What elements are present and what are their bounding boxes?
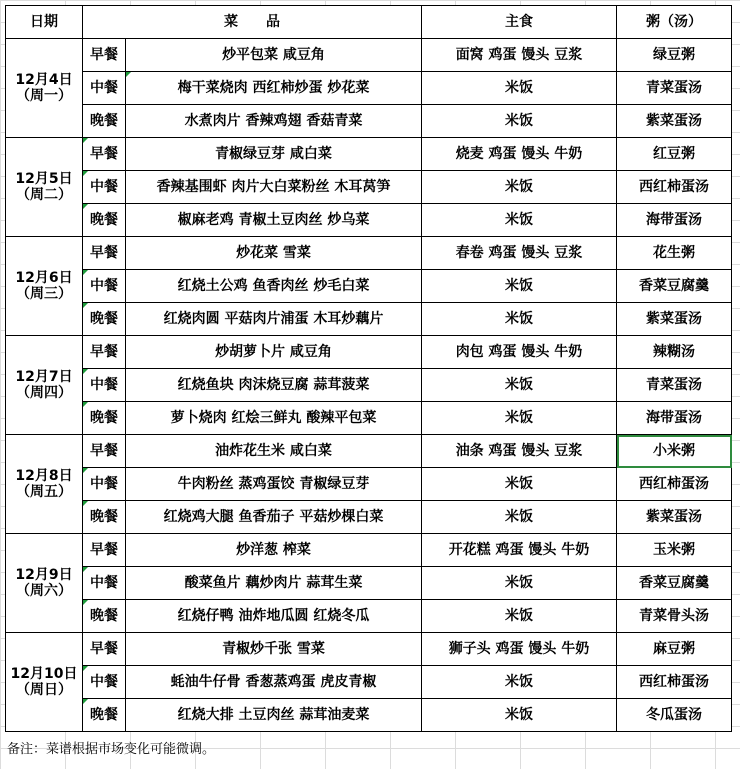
meal-cell[interactable]: 早餐 bbox=[83, 435, 126, 468]
header-staple[interactable]: 主食 bbox=[422, 6, 617, 39]
soup-cell[interactable]: 小米粥 bbox=[617, 435, 732, 468]
weekday-text: （周四） bbox=[16, 385, 72, 401]
menu-row bbox=[6, 666, 732, 699]
dishes-cell[interactable]: 红烧大排 土豆肉丝 蒜茸油麦菜 bbox=[126, 699, 422, 732]
soup-cell[interactable]: 麻豆粥 bbox=[617, 633, 732, 666]
meal-cell[interactable]: 晚餐 bbox=[83, 204, 126, 237]
staple-cell[interactable]: 米饭 bbox=[422, 204, 617, 237]
menu-row bbox=[6, 600, 732, 633]
date-text: 12月7日 bbox=[15, 368, 73, 385]
dishes-cell[interactable]: 椒麻老鸡 青椒土豆肉丝 炒乌菜 bbox=[126, 204, 422, 237]
menu-row bbox=[6, 501, 732, 534]
soup-cell[interactable]: 海带蛋汤 bbox=[617, 204, 732, 237]
dishes-cell[interactable]: 炒胡萝卜片 咸豆角 bbox=[126, 336, 422, 369]
soup-cell[interactable]: 红豆粥 bbox=[617, 138, 732, 171]
soup-cell[interactable]: 香菜豆腐羹 bbox=[617, 567, 732, 600]
header-soup[interactable]: 粥（汤） bbox=[617, 6, 732, 39]
staple-cell[interactable]: 肉包 鸡蛋 馒头 牛奶 bbox=[422, 336, 617, 369]
meal-cell[interactable]: 早餐 bbox=[83, 336, 126, 369]
meal-cell[interactable]: 早餐 bbox=[83, 237, 126, 270]
menu-row bbox=[6, 303, 732, 336]
soup-cell[interactable]: 海带蛋汤 bbox=[617, 402, 732, 435]
staple-cell[interactable]: 米饭 bbox=[422, 501, 617, 534]
meal-cell[interactable]: 早餐 bbox=[83, 534, 126, 567]
menu-row bbox=[6, 171, 732, 204]
staple-cell[interactable]: 春卷 鸡蛋 馒头 豆浆 bbox=[422, 237, 617, 270]
meal-cell[interactable]: 晚餐 bbox=[83, 402, 126, 435]
weekday-text: （周三） bbox=[16, 286, 72, 302]
menu-row bbox=[6, 468, 732, 501]
menu-row bbox=[6, 336, 732, 369]
soup-cell[interactable]: 辣糊汤 bbox=[617, 336, 732, 369]
weekly-menu-table bbox=[5, 5, 732, 732]
date-cell[interactable] bbox=[6, 435, 83, 534]
staple-cell[interactable]: 狮子头 鸡蛋 馒头 牛奶 bbox=[422, 633, 617, 666]
menu-row bbox=[6, 369, 732, 402]
dishes-cell[interactable]: 红烧鱼块 肉沫烧豆腐 蒜茸菠菜 bbox=[126, 369, 422, 402]
meal-cell[interactable]: 中餐 bbox=[83, 468, 126, 501]
dishes-cell[interactable]: 红烧鸡大腿 鱼香茄子 平菇炒棵白菜 bbox=[126, 501, 422, 534]
menu-row bbox=[6, 39, 732, 72]
meal-cell[interactable]: 中餐 bbox=[83, 270, 126, 303]
date-cell[interactable] bbox=[6, 336, 83, 435]
staple-cell[interactable]: 米饭 bbox=[422, 468, 617, 501]
meal-cell[interactable]: 晚餐 bbox=[83, 600, 126, 633]
meal-cell[interactable]: 早餐 bbox=[83, 39, 126, 72]
meal-cell[interactable]: 中餐 bbox=[83, 666, 126, 699]
meal-cell[interactable]: 晚餐 bbox=[83, 105, 126, 138]
dishes-cell[interactable]: 油炸花生米 咸白菜 bbox=[126, 435, 422, 468]
staple-cell[interactable]: 米饭 bbox=[422, 666, 617, 699]
menu-row bbox=[6, 138, 732, 171]
staple-cell[interactable]: 米饭 bbox=[422, 699, 617, 732]
soup-cell[interactable]: 紫菜蛋汤 bbox=[617, 303, 732, 336]
menu-row bbox=[6, 699, 732, 732]
meal-cell[interactable]: 晚餐 bbox=[83, 501, 126, 534]
soup-cell[interactable]: 西红柿蛋汤 bbox=[617, 171, 732, 204]
staple-cell[interactable]: 米饭 bbox=[422, 303, 617, 336]
date-cell[interactable] bbox=[6, 534, 83, 633]
dishes-cell[interactable]: 红烧仔鸭 油炸地瓜圆 红烧冬瓜 bbox=[126, 600, 422, 633]
staple-cell[interactable]: 米饭 bbox=[422, 270, 617, 303]
menu-row bbox=[6, 633, 732, 666]
staple-cell[interactable]: 米饭 bbox=[422, 72, 617, 105]
header-dishes[interactable]: 菜 品 bbox=[83, 6, 422, 39]
soup-cell[interactable]: 玉米粥 bbox=[617, 534, 732, 567]
menu-row bbox=[6, 435, 732, 468]
date-text: 12月9日 bbox=[15, 566, 73, 583]
header-row bbox=[6, 6, 732, 39]
staple-cell[interactable]: 开花糕 鸡蛋 馒头 牛奶 bbox=[422, 534, 617, 567]
staple-cell[interactable]: 面窝 鸡蛋 馒头 豆浆 bbox=[422, 39, 617, 72]
menu-row bbox=[6, 204, 732, 237]
soup-cell[interactable]: 青菜骨头汤 bbox=[617, 600, 732, 633]
date-text: 12月4日 bbox=[15, 71, 73, 88]
weekday-text: （周六） bbox=[16, 583, 72, 599]
soup-cell[interactable]: 紫菜蛋汤 bbox=[617, 501, 732, 534]
date-text: 12月8日 bbox=[15, 467, 73, 484]
dishes-cell[interactable]: 炒洋葱 榨菜 bbox=[126, 534, 422, 567]
soup-cell[interactable]: 紫菜蛋汤 bbox=[617, 105, 732, 138]
menu-body bbox=[6, 39, 732, 732]
weekday-text: （周日） bbox=[16, 682, 72, 698]
date-text: 12月10日 bbox=[10, 665, 78, 682]
menu-row bbox=[6, 402, 732, 435]
date-cell[interactable] bbox=[6, 237, 83, 336]
dishes-cell[interactable]: 红烧肉圆 平菇肉片浦蛋 木耳炒藕片 bbox=[126, 303, 422, 336]
menu-row bbox=[6, 534, 732, 567]
staple-cell[interactable]: 米饭 bbox=[422, 600, 617, 633]
meal-cell[interactable]: 中餐 bbox=[83, 72, 126, 105]
footnote[interactable]: 备注：菜谱根据市场变化可能微调。 bbox=[7, 742, 216, 757]
date-cell[interactable] bbox=[6, 39, 83, 138]
weekday-text: （周二） bbox=[16, 187, 72, 203]
meal-cell[interactable]: 中餐 bbox=[83, 171, 126, 204]
menu-row bbox=[6, 105, 732, 138]
dishes-cell[interactable]: 青椒绿豆芽 咸白菜 bbox=[126, 138, 422, 171]
staple-cell[interactable]: 米饭 bbox=[422, 171, 617, 204]
meal-cell[interactable]: 早餐 bbox=[83, 633, 126, 666]
staple-cell[interactable]: 米饭 bbox=[422, 369, 617, 402]
dishes-cell[interactable]: 萝卜烧肉 红烩三鲜丸 酸辣平包菜 bbox=[126, 402, 422, 435]
soup-cell[interactable]: 西红柿蛋汤 bbox=[617, 666, 732, 699]
dishes-cell[interactable]: 水煮肉片 香辣鸡翅 香菇青菜 bbox=[126, 105, 422, 138]
meal-cell[interactable]: 早餐 bbox=[83, 138, 126, 171]
header-date[interactable]: 日期 bbox=[6, 6, 83, 39]
dishes-cell[interactable]: 蚝油牛仔骨 香葱蒸鸡蛋 虎皮青椒 bbox=[126, 666, 422, 699]
menu-row bbox=[6, 567, 732, 600]
date-text: 12月5日 bbox=[15, 170, 73, 187]
soup-cell[interactable]: 青菜蛋汤 bbox=[617, 369, 732, 402]
soup-cell[interactable]: 青菜蛋汤 bbox=[617, 72, 732, 105]
dishes-cell[interactable]: 炒平包菜 咸豆角 bbox=[126, 39, 422, 72]
meal-cell[interactable]: 晚餐 bbox=[83, 303, 126, 336]
meal-cell[interactable]: 中餐 bbox=[83, 567, 126, 600]
soup-cell[interactable]: 西红柿蛋汤 bbox=[617, 468, 732, 501]
menu-row bbox=[6, 270, 732, 303]
weekday-text: （周五） bbox=[16, 484, 72, 500]
staple-cell[interactable]: 米饭 bbox=[422, 567, 617, 600]
soup-cell[interactable]: 冬瓜蛋汤 bbox=[617, 699, 732, 732]
dishes-cell[interactable]: 青椒炒千张 雪菜 bbox=[126, 633, 422, 666]
menu-row bbox=[6, 72, 732, 105]
menu-row bbox=[6, 237, 732, 270]
dishes-cell[interactable]: 梅干菜烧肉 西红柿炒蛋 炒花菜 bbox=[126, 72, 422, 105]
dishes-cell[interactable]: 香辣基围虾 肉片大白菜粉丝 木耳莴笋 bbox=[126, 171, 422, 204]
date-text: 12月6日 bbox=[15, 269, 73, 286]
soup-cell[interactable]: 绿豆粥 bbox=[617, 39, 732, 72]
date-cell[interactable] bbox=[6, 633, 83, 732]
staple-cell[interactable]: 油条 鸡蛋 馒头 豆浆 bbox=[422, 435, 617, 468]
soup-cell[interactable]: 花生粥 bbox=[617, 237, 732, 270]
dishes-cell[interactable]: 炒花菜 雪菜 bbox=[126, 237, 422, 270]
meal-cell[interactable]: 中餐 bbox=[83, 369, 126, 402]
meal-cell[interactable]: 晚餐 bbox=[83, 699, 126, 732]
staple-cell[interactable]: 烧麦 鸡蛋 馒头 牛奶 bbox=[422, 138, 617, 171]
dishes-cell[interactable]: 牛肉粉丝 蒸鸡蛋饺 青椒绿豆芽 bbox=[126, 468, 422, 501]
staple-cell[interactable]: 米饭 bbox=[422, 402, 617, 435]
dishes-cell[interactable]: 酸菜鱼片 藕炒肉片 蒜茸生菜 bbox=[126, 567, 422, 600]
soup-cell[interactable]: 香菜豆腐羹 bbox=[617, 270, 732, 303]
staple-cell[interactable]: 米饭 bbox=[422, 105, 617, 138]
date-cell[interactable] bbox=[6, 138, 83, 237]
dishes-cell[interactable]: 红烧土公鸡 鱼香肉丝 炒毛白菜 bbox=[126, 270, 422, 303]
weekday-text: （周一） bbox=[16, 88, 72, 104]
